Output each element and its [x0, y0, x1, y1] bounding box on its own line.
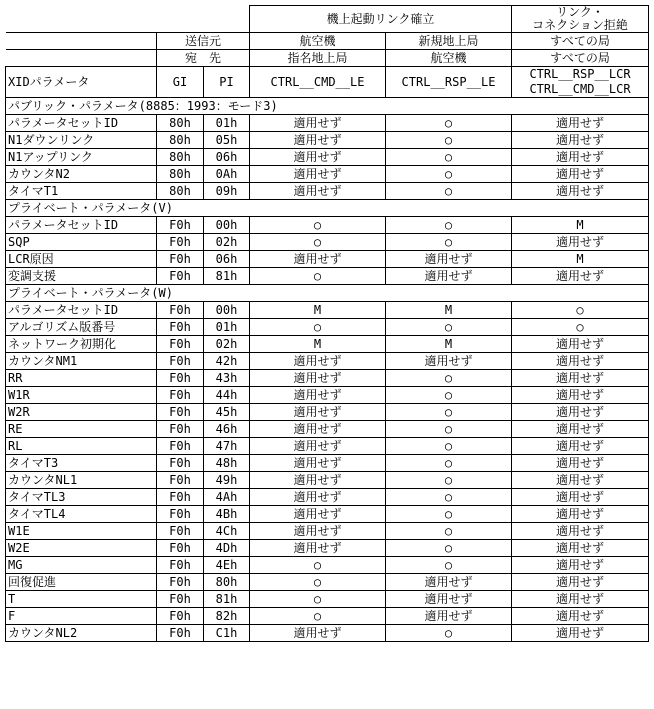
link-setup-cmd-cell: ○	[250, 557, 386, 574]
link-setup-rsp-cell: 適用せず	[386, 251, 512, 268]
header-col-c-frame2: CTRL__CMD__LCR	[529, 82, 631, 96]
param-name-cell: タイマTL3	[6, 489, 157, 506]
param-name-cell: パラメータセットID	[6, 115, 157, 132]
param-name-cell: カウンタNL2	[6, 625, 157, 642]
param-name-cell: 回復促進	[6, 574, 157, 591]
link-setup-cmd-cell: 適用せず	[250, 132, 386, 149]
table-body	[6, 98, 649, 642]
table-row	[6, 319, 649, 336]
link-setup-rsp-cell: ○	[386, 234, 512, 251]
param-name-cell: ネットワーク初期化	[6, 336, 157, 353]
pi-cell: 0Ah	[204, 166, 250, 183]
param-name-cell: カウンタNM1	[6, 353, 157, 370]
link-setup-rsp-cell: ○	[386, 217, 512, 234]
pi-cell: 4Eh	[204, 557, 250, 574]
header-col-a-frame: CTRL__CMD__LE	[250, 67, 386, 98]
param-name-cell: N1アップリンク	[6, 149, 157, 166]
link-setup-cmd-cell: ○	[250, 319, 386, 336]
gi-cell: F0h	[157, 319, 204, 336]
gi-cell: F0h	[157, 302, 204, 319]
gi-cell: 80h	[157, 132, 204, 149]
param-name-cell: タイマTL4	[6, 506, 157, 523]
table-row	[6, 574, 649, 591]
gi-cell: F0h	[157, 217, 204, 234]
link-reject-cell: 適用せず	[512, 387, 649, 404]
table-row	[6, 489, 649, 506]
pi-cell: 80h	[204, 574, 250, 591]
table-row	[6, 557, 649, 574]
gi-cell: F0h	[157, 387, 204, 404]
link-setup-rsp-cell: ○	[386, 387, 512, 404]
link-reject-cell: 適用せず	[512, 438, 649, 455]
link-setup-rsp-cell: ○	[386, 183, 512, 200]
header-dst-label: 宛 先	[157, 50, 250, 67]
param-name-cell: SQP	[6, 234, 157, 251]
header-link-reject	[512, 6, 649, 33]
gi-cell: F0h	[157, 438, 204, 455]
link-reject-cell: 適用せず	[512, 421, 649, 438]
link-setup-cmd-cell: 適用せず	[250, 540, 386, 557]
link-setup-cmd-cell: 適用せず	[250, 166, 386, 183]
param-name-cell: N1ダウンリンク	[6, 132, 157, 149]
header-pi-label: PI	[204, 67, 250, 98]
pi-cell: 00h	[204, 302, 250, 319]
param-name-cell: W1E	[6, 523, 157, 540]
gi-cell: 80h	[157, 166, 204, 183]
gi-cell: F0h	[157, 404, 204, 421]
table-row	[6, 421, 649, 438]
param-name-cell: カウンタNL1	[6, 472, 157, 489]
link-reject-cell: 適用せず	[512, 234, 649, 251]
param-name-cell: カウンタN2	[6, 166, 157, 183]
xid-parameter-table	[5, 5, 649, 642]
link-setup-cmd-cell: 適用せず	[250, 353, 386, 370]
pi-cell: 43h	[204, 370, 250, 387]
link-reject-cell: 適用せず	[512, 268, 649, 285]
gi-cell: F0h	[157, 591, 204, 608]
gi-cell: F0h	[157, 506, 204, 523]
link-setup-cmd-cell: ○	[250, 608, 386, 625]
table-row	[6, 472, 649, 489]
pi-cell: 81h	[204, 591, 250, 608]
link-setup-cmd-cell: 適用せず	[250, 149, 386, 166]
pi-cell: 06h	[204, 149, 250, 166]
link-setup-cmd-cell: M	[250, 302, 386, 319]
table-row	[6, 455, 649, 472]
pi-cell: 44h	[204, 387, 250, 404]
pi-cell: 4Ch	[204, 523, 250, 540]
gi-cell: F0h	[157, 472, 204, 489]
link-setup-cmd-cell: 適用せず	[250, 472, 386, 489]
link-setup-rsp-cell: ○	[386, 438, 512, 455]
pi-cell: C1h	[204, 625, 250, 642]
link-setup-rsp-cell: ○	[386, 404, 512, 421]
pi-cell: 81h	[204, 268, 250, 285]
table-row	[6, 217, 649, 234]
link-setup-rsp-cell: 適用せず	[386, 608, 512, 625]
pi-cell: 00h	[204, 217, 250, 234]
pi-cell: 82h	[204, 608, 250, 625]
header-blank	[6, 33, 157, 50]
link-reject-cell: 適用せず	[512, 591, 649, 608]
header-col-c-frame1: CTRL__RSP__LCR	[529, 67, 631, 81]
link-reject-cell: 適用せず	[512, 489, 649, 506]
table-row	[6, 268, 649, 285]
link-setup-rsp-cell: ○	[386, 489, 512, 506]
gi-cell: F0h	[157, 251, 204, 268]
header-col-c-src: すべての局	[512, 33, 649, 50]
link-setup-cmd-cell: 適用せず	[250, 523, 386, 540]
header-gi-label: GI	[157, 67, 204, 98]
link-reject-cell: 適用せず	[512, 353, 649, 370]
gi-cell: 80h	[157, 115, 204, 132]
param-name-cell: タイマT1	[6, 183, 157, 200]
link-setup-rsp-cell: ○	[386, 625, 512, 642]
link-reject-cell: 適用せず	[512, 557, 649, 574]
header-col-c-frame	[512, 67, 649, 98]
link-setup-rsp-cell: ○	[386, 557, 512, 574]
pi-cell: 46h	[204, 421, 250, 438]
param-name-cell: アルゴリズム版番号	[6, 319, 157, 336]
pi-cell: 42h	[204, 353, 250, 370]
link-reject-cell: 適用せず	[512, 149, 649, 166]
header-xid-label: XIDパラメータ	[6, 67, 157, 98]
link-setup-cmd-cell: ○	[250, 217, 386, 234]
link-setup-rsp-cell: M	[386, 336, 512, 353]
header-reject-line1: リンク・	[556, 5, 604, 19]
link-setup-rsp-cell: ○	[386, 132, 512, 149]
pi-cell: 45h	[204, 404, 250, 421]
link-reject-cell: 適用せず	[512, 625, 649, 642]
link-setup-rsp-cell: ○	[386, 523, 512, 540]
table-row	[6, 132, 649, 149]
link-reject-cell: 適用せず	[512, 472, 649, 489]
link-setup-rsp-cell: ○	[386, 472, 512, 489]
pi-cell: 09h	[204, 183, 250, 200]
table-row	[6, 404, 649, 421]
gi-cell: F0h	[157, 557, 204, 574]
table-row	[6, 336, 649, 353]
table-row	[6, 370, 649, 387]
link-setup-cmd-cell: 適用せず	[250, 625, 386, 642]
link-setup-rsp-cell: ○	[386, 421, 512, 438]
link-setup-cmd-cell: 適用せず	[250, 183, 386, 200]
gi-cell: F0h	[157, 489, 204, 506]
link-setup-rsp-cell: ○	[386, 455, 512, 472]
pi-cell: 05h	[204, 132, 250, 149]
pi-cell: 4Ah	[204, 489, 250, 506]
link-setup-rsp-cell: 適用せず	[386, 353, 512, 370]
param-name-cell: RR	[6, 370, 157, 387]
link-setup-rsp-cell: ○	[386, 166, 512, 183]
pi-cell: 01h	[204, 115, 250, 132]
link-reject-cell: 適用せず	[512, 115, 649, 132]
link-setup-rsp-cell: ○	[386, 149, 512, 166]
pi-cell: 48h	[204, 455, 250, 472]
link-setup-rsp-cell: 適用せず	[386, 574, 512, 591]
pi-cell: 4Dh	[204, 540, 250, 557]
table-row	[6, 234, 649, 251]
param-name-cell: RE	[6, 421, 157, 438]
table-row	[6, 251, 649, 268]
header-link-setup: 機上起動リンク確立	[250, 6, 512, 33]
link-reject-cell: 適用せず	[512, 455, 649, 472]
table-row	[6, 523, 649, 540]
header-blank	[6, 50, 157, 67]
link-reject-cell: 適用せず	[512, 404, 649, 421]
table-row	[6, 540, 649, 557]
header-col-c-dst: すべての局	[512, 50, 649, 67]
section-title: パブリック・パラメータ(8885：1993：モード3)	[6, 98, 649, 115]
link-reject-cell: ○	[512, 302, 649, 319]
pi-cell: 47h	[204, 438, 250, 455]
param-name-cell: RL	[6, 438, 157, 455]
link-setup-rsp-cell: ○	[386, 506, 512, 523]
header-col-a-src: 航空機	[250, 33, 386, 50]
link-setup-cmd-cell: 適用せず	[250, 370, 386, 387]
gi-cell: F0h	[157, 234, 204, 251]
link-setup-cmd-cell: 適用せず	[250, 455, 386, 472]
link-setup-cmd-cell: 適用せず	[250, 421, 386, 438]
table-row	[6, 166, 649, 183]
link-reject-cell: 適用せず	[512, 336, 649, 353]
gi-cell: F0h	[157, 421, 204, 438]
link-reject-cell: 適用せず	[512, 132, 649, 149]
table-row	[6, 353, 649, 370]
link-setup-rsp-cell: 適用せず	[386, 591, 512, 608]
link-setup-rsp-cell: ○	[386, 319, 512, 336]
link-setup-cmd-cell: ○	[250, 268, 386, 285]
param-name-cell: LCR原因	[6, 251, 157, 268]
table-row	[6, 438, 649, 455]
link-setup-cmd-cell: 適用せず	[250, 438, 386, 455]
pi-cell: 49h	[204, 472, 250, 489]
gi-cell: F0h	[157, 455, 204, 472]
param-name-cell: W1R	[6, 387, 157, 404]
header-col-a-dst: 指名地上局	[250, 50, 386, 67]
table-row	[6, 506, 649, 523]
link-setup-rsp-cell: ○	[386, 540, 512, 557]
link-setup-cmd-cell: 適用せず	[250, 404, 386, 421]
link-reject-cell: 適用せず	[512, 183, 649, 200]
param-name-cell: T	[6, 591, 157, 608]
header-col-b-dst: 航空機	[386, 50, 512, 67]
gi-cell: 80h	[157, 149, 204, 166]
param-name-cell: F	[6, 608, 157, 625]
header-col-b-src: 新規地上局	[386, 33, 512, 50]
pi-cell: 02h	[204, 234, 250, 251]
gi-cell: F0h	[157, 370, 204, 387]
param-name-cell: パラメータセットID	[6, 302, 157, 319]
header-src-label: 送信元	[157, 33, 250, 50]
param-name-cell: 変調支援	[6, 268, 157, 285]
link-reject-cell: 適用せず	[512, 574, 649, 591]
pi-cell: 01h	[204, 319, 250, 336]
link-reject-cell: 適用せず	[512, 523, 649, 540]
section-title: プライベート・パラメータ(W)	[6, 285, 649, 302]
link-reject-cell: ○	[512, 319, 649, 336]
gi-cell: F0h	[157, 523, 204, 540]
table-row	[6, 183, 649, 200]
gi-cell: F0h	[157, 336, 204, 353]
pi-cell: 4Bh	[204, 506, 250, 523]
param-name-cell: MG	[6, 557, 157, 574]
link-setup-rsp-cell: 適用せず	[386, 268, 512, 285]
link-reject-cell: M	[512, 251, 649, 268]
link-setup-cmd-cell: M	[250, 336, 386, 353]
link-setup-rsp-cell: ○	[386, 370, 512, 387]
gi-cell: F0h	[157, 540, 204, 557]
link-setup-cmd-cell: 適用せず	[250, 489, 386, 506]
gi-cell: F0h	[157, 625, 204, 642]
link-setup-cmd-cell: ○	[250, 591, 386, 608]
link-setup-cmd-cell: ○	[250, 234, 386, 251]
link-reject-cell: 適用せず	[512, 540, 649, 557]
table-row	[6, 302, 649, 319]
link-setup-cmd-cell: 適用せず	[250, 387, 386, 404]
gi-cell: F0h	[157, 608, 204, 625]
link-setup-rsp-cell: ○	[386, 115, 512, 132]
param-name-cell: タイマT3	[6, 455, 157, 472]
link-reject-cell: 適用せず	[512, 166, 649, 183]
gi-cell: F0h	[157, 268, 204, 285]
link-setup-cmd-cell: ○	[250, 574, 386, 591]
table-row	[6, 149, 649, 166]
param-name-cell: パラメータセットID	[6, 217, 157, 234]
link-setup-rsp-cell: M	[386, 302, 512, 319]
link-setup-cmd-cell: 適用せず	[250, 115, 386, 132]
gi-cell: F0h	[157, 574, 204, 591]
gi-cell: F0h	[157, 353, 204, 370]
link-reject-cell: M	[512, 217, 649, 234]
table-row	[6, 591, 649, 608]
param-name-cell: W2R	[6, 404, 157, 421]
pi-cell: 02h	[204, 336, 250, 353]
table-row	[6, 115, 649, 132]
table-row	[6, 625, 649, 642]
table-row	[6, 387, 649, 404]
link-setup-cmd-cell: 適用せず	[250, 251, 386, 268]
pi-cell: 06h	[204, 251, 250, 268]
section-header-row	[6, 200, 649, 217]
section-header-row	[6, 98, 649, 115]
section-title: プライベート・パラメータ(V)	[6, 200, 649, 217]
table-row	[6, 608, 649, 625]
section-header-row	[6, 285, 649, 302]
link-setup-cmd-cell: 適用せず	[250, 506, 386, 523]
header-reject-line2: コネクション拒絶	[532, 18, 628, 32]
header-corner	[6, 6, 250, 33]
link-reject-cell: 適用せず	[512, 608, 649, 625]
param-name-cell: W2E	[6, 540, 157, 557]
header-col-b-frame: CTRL__RSP__LE	[386, 67, 512, 98]
gi-cell: 80h	[157, 183, 204, 200]
link-reject-cell: 適用せず	[512, 506, 649, 523]
link-reject-cell: 適用せず	[512, 370, 649, 387]
